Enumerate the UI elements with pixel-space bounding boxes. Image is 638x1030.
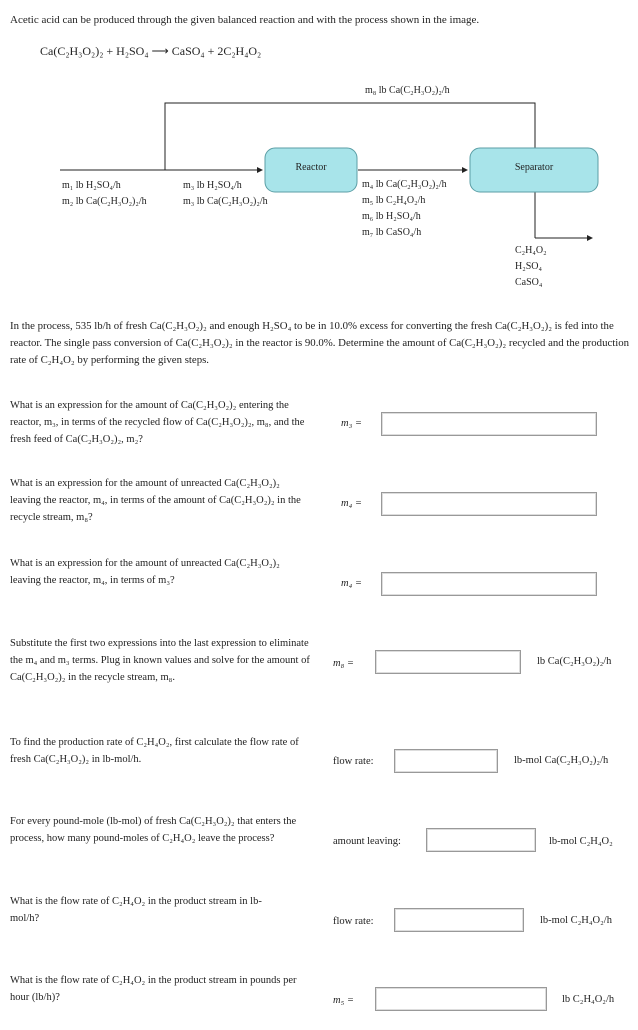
question-5-unit: lb-mol Ca(C₂H₃O₂)₂/h <box>514 755 609 766</box>
question-6-input[interactable] <box>427 829 535 851</box>
product-label-3: CaSO₄ <box>515 277 543 288</box>
question-2-text: What is an expression for the amount of unreacted Ca(C₂H₃O₂)₂ leaving the reactor, m₄, in terms of the amount of Ca(C₂H₃O₂)₂ in the recycle stream, m₈? <box>10 478 301 523</box>
question-5-var: flow rate: <box>333 756 374 767</box>
question-6-unit: lb-mol C₂H₄O₂ <box>549 836 613 847</box>
question-4-var: m₈ = <box>333 658 354 669</box>
question-1-text: What is an expression for the amount of Ca(C₂H₃O₂)₂ entering the reactor, m₃, in terms of the recycled flow of Ca(C₂H₃O₂)₂, m₈, and the fresh feed of Ca(C₂H₃O₂)₂, m₂? <box>10 400 305 445</box>
question-8-unit: lb C₂H₄O₂/h <box>562 994 615 1005</box>
question-5-input[interactable] <box>395 750 497 772</box>
question-3-text: What is an expression for the amount of unreacted Ca(C₂H₃O₂)₂ leaving the reactor, m₄, in terms of m₃? <box>10 558 280 586</box>
question-2-var: m₄ = <box>341 498 362 509</box>
question-1-answer-field[interactable] <box>381 412 597 436</box>
intro-text: Acetic acid can be produced through the given balanced reaction and with the process shown in the image. <box>10 14 480 26</box>
question-8-text: What is the flow rate of C₂H₄O₂ in the product stream in pounds per hour (lb/h)? <box>10 975 297 1003</box>
question-7-var: flow rate: <box>333 916 374 927</box>
reactor-out-label-4: m₇ lb CaSO₄/h <box>362 227 422 238</box>
reactor-out-label-3: m₆ lb H₂SO₄/h <box>362 211 421 222</box>
product-label-1: C₂H₄O₂ <box>515 245 547 256</box>
question-5-answer-field[interactable] <box>394 749 498 773</box>
reactor-in-label-1: m₃ lb H₂SO₄/h <box>183 180 242 191</box>
reaction-equation: Ca(C₂H₃O₂)₂ + H₂SO₄ ⟶ CaSO₄ + 2C₂H₄O₂ <box>40 44 262 58</box>
question-6-answer-field[interactable] <box>426 828 536 852</box>
reactor-out-label-2: m₅ lb C₂H₄O₂/h <box>362 195 426 206</box>
question-6-text: For every pound-mole (lb-mol) of fresh Ca(C₂H₃O₂)₂ that enters the process, how many pound-moles of C₂H₄O₂ leave the process? <box>10 816 297 844</box>
question-4-text: Substitute the first two expressions into the last expression to eliminate the m₄ and m₃ terms. Plug in known values and solve for the amount of Ca(C₂H₃O₂)₂ in the recycle stream, m₈. <box>10 638 310 683</box>
question-4-input[interactable] <box>376 651 520 673</box>
product-label-2: H₂SO₄ <box>515 261 542 272</box>
question-7-text: What is the flow rate of C₂H₄O₂ in the product stream in lb-mol/h? <box>10 896 262 924</box>
question-7-answer-field[interactable] <box>394 908 524 932</box>
question-4-answer-field[interactable] <box>375 650 521 674</box>
recycle-stream-label: m₈ lb Ca(C₂H₃O₂)₂/h <box>365 85 450 96</box>
question-3-answer-field[interactable] <box>381 572 597 596</box>
question-2-input[interactable] <box>382 493 596 515</box>
question-5-text: To find the production rate of C₂H₄O₂, first calculate the flow rate of fresh Ca(C₂H₃O₂)₂ in lb-mol/h. <box>10 737 299 765</box>
reactor-in-label-2: m₃ lb Ca(C₂H₃O₂)₂/h <box>183 196 268 207</box>
question-8-var: m₅ = <box>333 995 354 1006</box>
reactor-out-label-1: m₄ lb Ca(C₂H₃O₂)₂/h <box>362 179 447 190</box>
reactor-label: Reactor <box>295 162 327 173</box>
question-2-answer-field[interactable] <box>381 492 597 516</box>
question-3-input[interactable] <box>382 573 596 595</box>
question-6-var: amount leaving: <box>333 836 401 847</box>
question-8-input[interactable] <box>376 988 546 1010</box>
question-8-answer-field[interactable] <box>375 987 547 1011</box>
question-7-unit: lb-mol C₂H₄O₂/h <box>540 915 612 926</box>
question-4-unit: lb Ca(C₂H₃O₂)₂/h <box>537 656 612 667</box>
question-3-var: m₄ = <box>341 578 362 589</box>
question-1-var: m₃ = <box>341 418 362 429</box>
feed-label-1: m₁ lb H₂SO₄/h <box>62 180 121 191</box>
feed-label-2: m₂ lb Ca(C₂H₃O₂)₂/h <box>62 196 147 207</box>
separator-label: Separator <box>514 162 554 173</box>
question-7-input[interactable] <box>395 909 523 931</box>
question-1-input[interactable] <box>382 413 596 435</box>
problem-statement: In the process, 535 lb/h of fresh Ca(C₂H₃O₂)₂ and enough H₂SO₄ to be in 10.0% excess for converting the fresh Ca(C₂H₃O₂)₂ is fed into the reactor. The single pass conversion of Ca(C₂H₃O₂)₂ in the reactor is 90.0%. Determine the amount of Ca(C₂H₃O₂)₂ recycled and the production rate of C₂H₄O₂ by performing the given steps. <box>10 320 630 366</box>
